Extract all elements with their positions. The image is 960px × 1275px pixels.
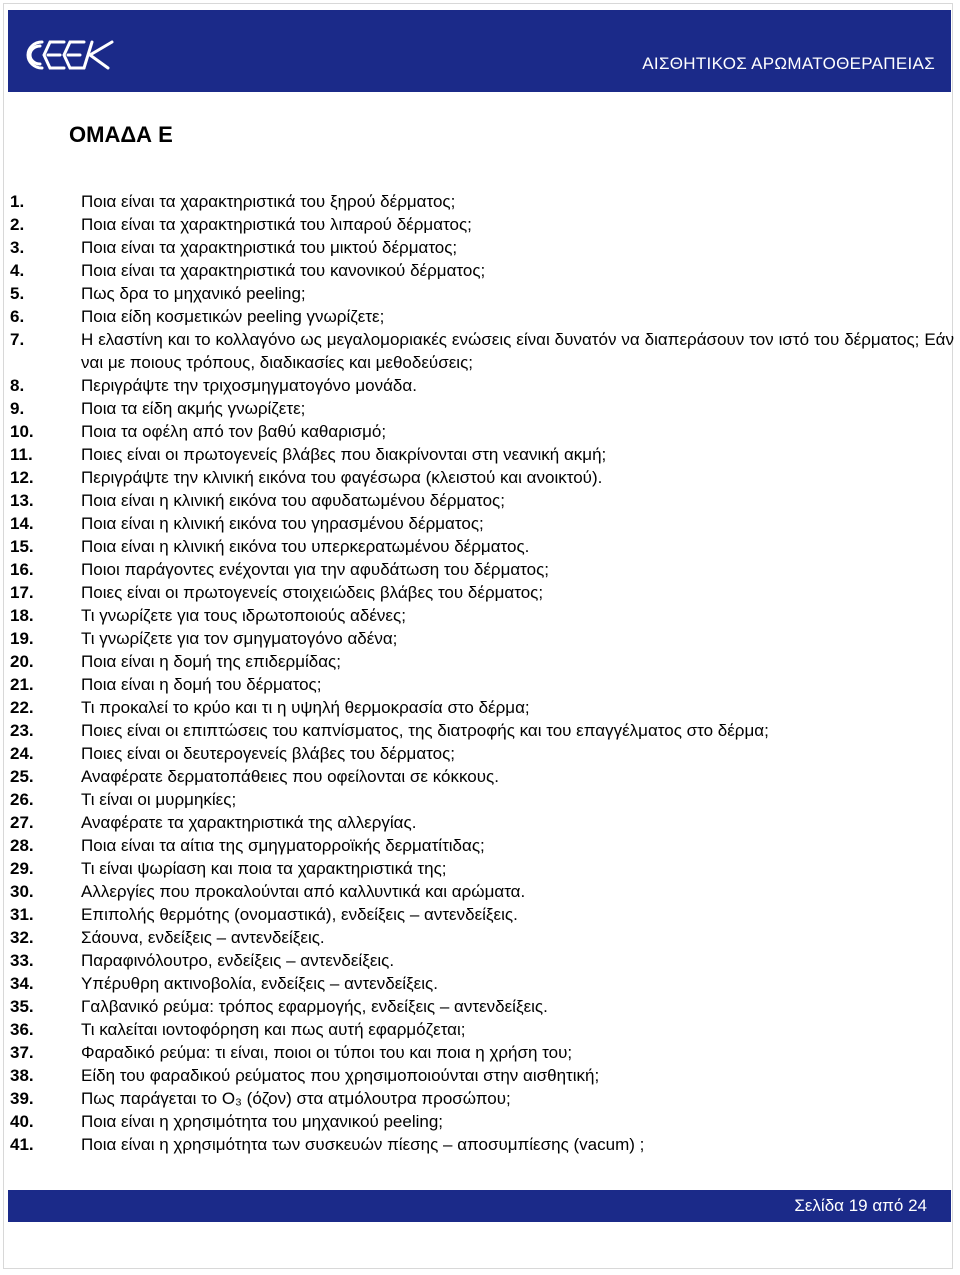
question-text: Ποια τα οφέλη από τον βαθύ καθαρισμό; [81,422,387,441]
question-item [10,926,954,949]
question-item [10,190,954,213]
question-text: Ποιοι παράγοντες ενέχονται για την αφυδάτωση του δέρματος; [81,560,550,579]
question-text: Ποιες είναι οι πρωτογενείς στοιχειώδεις βλάβες του δέρματος; [81,583,544,602]
question-text: Ποια είναι η κλινική εικόνα του γηρασμένου δέρματος; [81,514,484,533]
question-number: 3. [10,238,25,257]
question-item [10,535,954,558]
question-number: 8. [10,376,25,395]
question-item [10,788,954,811]
question-item [10,1018,954,1041]
question-text: Αναφέρατε τα χαρακτηριστικά της αλλεργίας. [81,813,417,832]
question-number: 19. [10,629,34,648]
question-item [10,604,954,627]
course-title: ΑΙΣΘΗΤΙΚΟΣ ΑΡΩΜΑΤΟΘΕΡΑΠΕΙΑΣ [642,54,935,73]
question-item [10,1041,954,1064]
question-text: Τι γνωρίζετε για τους ιδρωτοποιούς αδένες; [81,606,406,625]
question-text: Ποια είναι τα αίτια της σμηγματορροϊκής δερματίτιδας; [81,836,485,855]
question-item [10,328,954,374]
question-item [10,466,954,489]
question-text: Παραφινόλουτρο, ενδείξεις – αντενδείξεις. [81,951,395,970]
question-item [10,489,954,512]
question-number: 25. [10,767,34,786]
question-item [10,857,954,880]
header-bar [8,10,951,92]
footer-bar [8,1190,951,1222]
question-text: Ποια τα είδη ακμής γνωρίζετε; [81,399,306,418]
question-list [10,190,954,1156]
question-number: 36. [10,1020,34,1039]
question-item [10,995,954,1018]
question-text: Ποια είδη κοσμετικών peeling γνωρίζετε; [81,307,385,326]
question-item [10,420,954,443]
question-text: Πως δρα το μηχανικό peeling; [81,284,306,303]
ceek-logo-graphic [20,38,118,72]
question-item [10,765,954,788]
question-text: Ποια είναι η κλινική εικόνα του αφυδατωμένου δέρματος; [81,491,505,510]
ceek-logo [20,38,118,77]
question-item [10,650,954,673]
question-text: Περιγράψτε την κλινική εικόνα του φαγέσωρα (κλειστού και ανοικτού). [81,468,603,487]
question-text: Ποιες είναι οι πρωτογενείς βλάβες που διακρίνονται στη νεανική ακμή; [81,445,607,464]
question-number: 39. [10,1089,34,1108]
question-number: 11. [10,445,33,464]
question-text: Ποια είναι τα χαρακτηριστικά του μικτού δέρματος; [81,238,458,257]
question-number: 4. [10,261,25,280]
question-number: 34. [10,974,34,993]
question-number: 24. [10,744,34,763]
question-text: Ποια είναι η χρησιμότητα των συσκευών πίεσης – αποσυμπίεσης (vacum) ; [81,1135,645,1154]
question-number: 35. [10,997,34,1016]
question-item [10,673,954,696]
question-number: 20. [10,652,34,671]
question-item [10,811,954,834]
question-text: Ποιες είναι οι επιπτώσεις του καπνίσματος, της διατροφής και του επαγγέλματος στο δέρμα; [81,721,769,740]
question-text: Ποια είναι τα χαρακτηριστικά του κανονικού δέρματος; [81,261,486,280]
question-item [10,1087,954,1110]
question-number: 12. [10,468,34,487]
question-item [10,259,954,282]
question-item [10,512,954,535]
question-text: Τι καλείται ιοντοφόρηση και πως αυτή εφαρμόζεται; [81,1020,466,1039]
question-text: Τι γνωρίζετε για τον σμηγματογόνο αδένα; [81,629,398,648]
question-item [10,213,954,236]
question-text: Επιπολής θερμότης (ονομαστικά), ενδείξεις – αντενδείξεις. [81,905,518,924]
question-number: 40. [10,1112,34,1131]
question-number: 17. [10,583,34,602]
question-item [10,834,954,857]
question-item [10,903,954,926]
question-number: 33. [10,951,34,970]
question-number: 38. [10,1066,34,1085]
question-number: 15. [10,537,34,556]
group-title: ΟΜΑΔΑ Ε [69,122,173,147]
question-item [10,949,954,972]
question-number: 18. [10,606,34,625]
page-number: Σελίδα 19 από 24 [794,1196,927,1215]
question-text: Ποια είναι η δομή της επιδερμίδας; [81,652,341,671]
question-text: Φαραδικό ρεύμα: τι είναι, ποιοι οι τύποι του και ποια η χρήση του; [81,1043,573,1062]
question-number: 30. [10,882,34,901]
question-number: 14. [10,514,34,533]
question-text: Τι προκαλεί το κρύο και τι η υψηλή θερμοκρασία στο δέρμα; [81,698,530,717]
question-number: 28. [10,836,34,855]
question-number: 6. [10,307,25,326]
question-number: 16. [10,560,34,579]
question-text: Ποια είναι τα χαρακτηριστικά του ξηρού δέρματος; [81,192,456,211]
question-number: 22. [10,698,34,717]
question-text: Είδη του φαραδικού ρεύματος που χρησιμοποιούνται στην αισθητική; [81,1066,600,1085]
question-item [10,1110,954,1133]
question-text: Γαλβανικό ρεύμα: τρόπος εφαρμογής, ενδείξεις – αντενδείξεις. [81,997,548,1016]
question-item [10,1064,954,1087]
question-item [10,374,954,397]
question-item [10,880,954,903]
question-number: 10. [10,422,34,441]
question-item [10,719,954,742]
question-number: 32. [10,928,34,947]
question-text: Ποια είναι η χρησιμότητα του μηχανικού peeling; [81,1112,444,1131]
question-text: Αναφέρατε δερματοπάθειες που οφείλονται σε κόκκους. [81,767,499,786]
question-text: Τι είναι ψωρίαση και ποια τα χαρακτηριστικά της; [81,859,447,878]
question-item [10,236,954,259]
question-item [10,305,954,328]
question-text: Ποια είναι τα χαρακτηριστικά του λιπαρού δέρματος; [81,215,472,234]
question-number: 29. [10,859,34,878]
question-item [10,1133,954,1156]
question-number: 31. [10,905,34,924]
question-number: 9. [10,399,25,418]
question-item [10,558,954,581]
question-text: Περιγράψτε την τριχοσμηγματογόνο μονάδα. [81,376,417,395]
question-number: 21. [10,675,34,694]
question-number: 23. [10,721,34,740]
question-number: 5. [10,284,25,303]
question-text: Η ελαστίνη και το κολλαγόνο ως μεγαλομοριακές ενώσεις είναι δυνατόν να διαπεράσουν τον ιστό του δέρματος; Εάν ναι με ποιους τρόπους, διαδικασίες και μεθοδεύσεις; [81,330,954,372]
question-text: Ποιες είναι οι δευτερογενείς βλάβες του δέρματος; [81,744,455,763]
question-item [10,972,954,995]
question-number: 41. [10,1135,34,1154]
question-item [10,696,954,719]
question-number: 37. [10,1043,34,1062]
question-item [10,397,954,420]
question-text: Τι είναι οι μυρμηκίες; [81,790,237,809]
question-number: 27. [10,813,34,832]
question-item [10,443,954,466]
question-number: 2. [10,215,25,234]
question-number: 26. [10,790,34,809]
question-item [10,742,954,765]
question-number: 7. [10,330,25,349]
question-item [10,581,954,604]
question-text: Ποια είναι η δομή του δέρματος; [81,675,322,694]
question-text: Υπέρυθρη ακτινοβολία, ενδείξεις – αντενδείξεις. [81,974,438,993]
question-text: Αλλεργίες που προκαλούνται από καλλυντικά και αρώματα. [81,882,526,901]
question-item [10,627,954,650]
question-number: 13. [10,491,34,510]
question-text: Σάουνα, ενδείξεις – αντενδείξεις. [81,928,325,947]
question-number: 1. [10,192,25,211]
question-item [10,282,954,305]
question-text: Ποια είναι η κλινική εικόνα του υπερκερατωμένου δέρματος. [81,537,530,556]
question-text: Πως παράγεται το O₃ (όζον) στα ατμόλουτρα προσώπου; [81,1089,511,1108]
